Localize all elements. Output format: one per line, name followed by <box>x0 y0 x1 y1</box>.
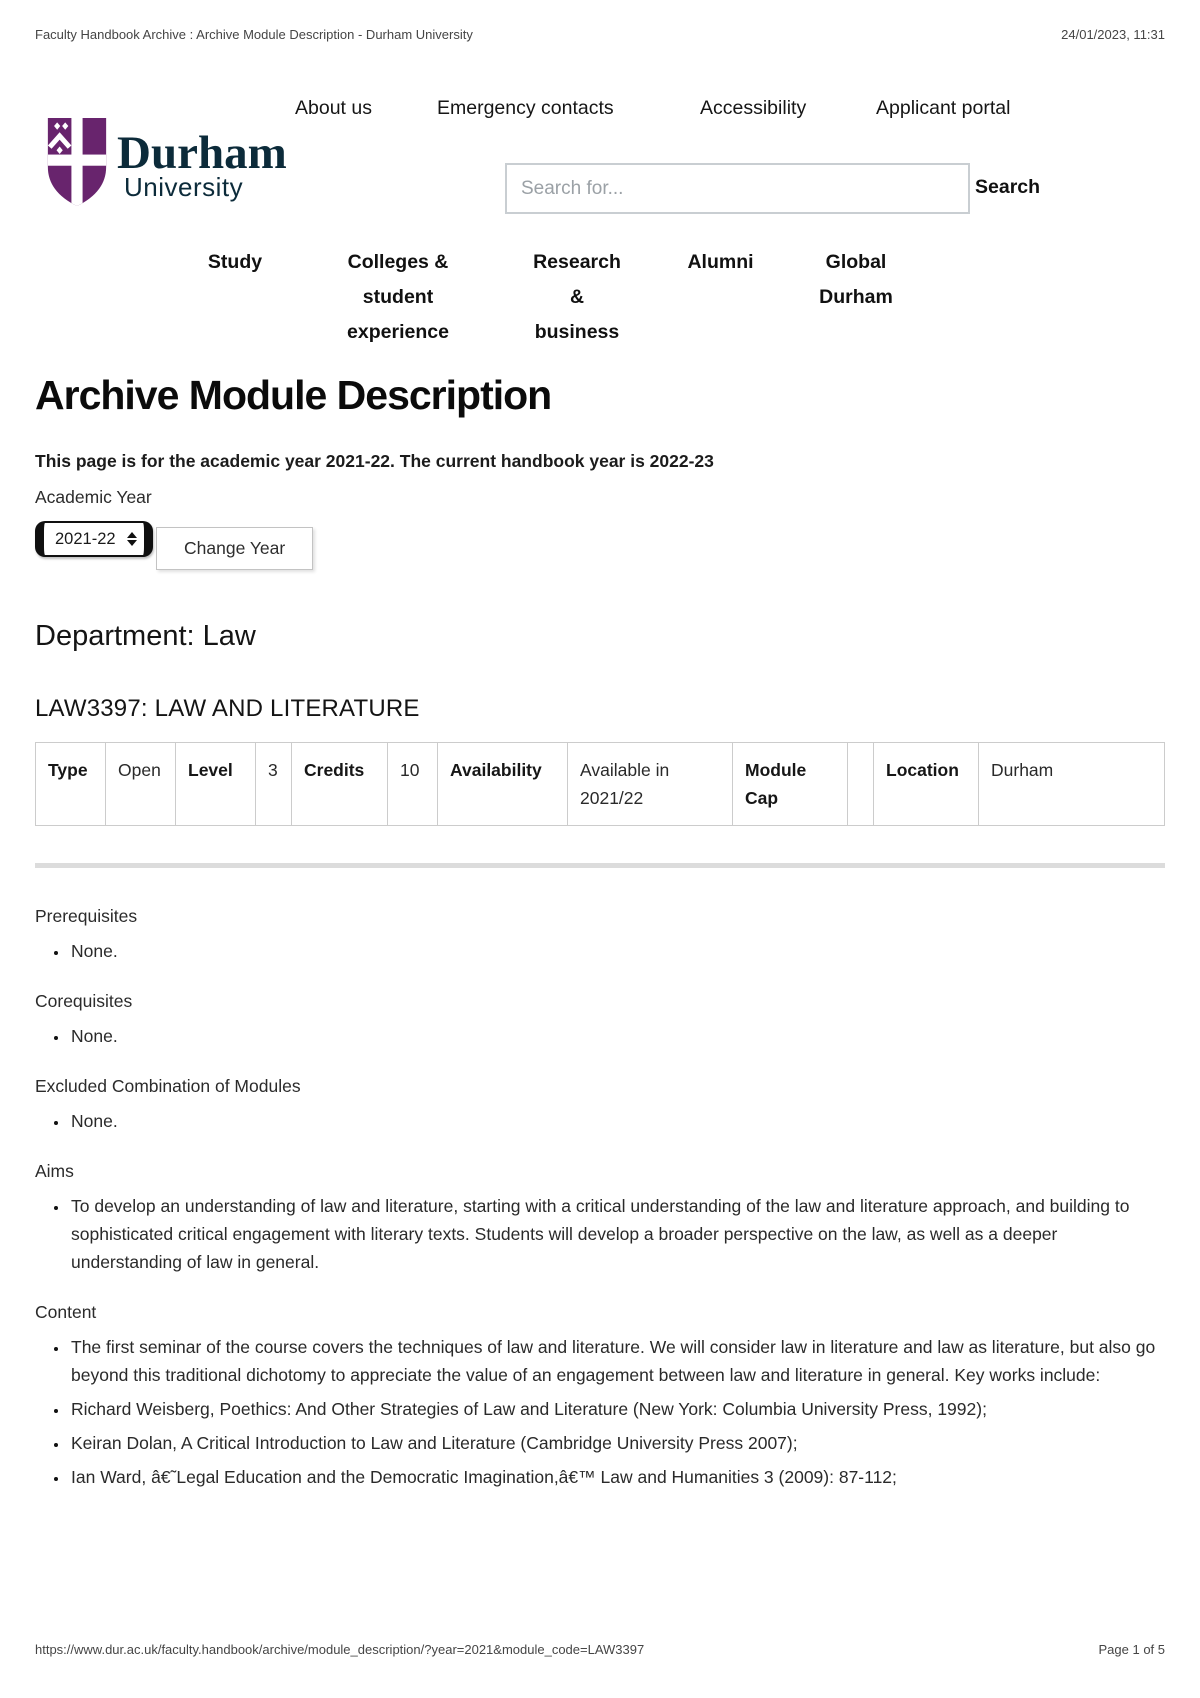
nav-link-applicant-portal[interactable]: Applicant portal <box>876 97 1011 119</box>
print-footer-url: https://www.dur.ac.uk/faculty.handbook/archive/module_description/?year=2021&module_code=LAW3397 <box>35 1642 645 1657</box>
cell-level-label: Level <box>176 743 256 826</box>
list-item: • Richard Weisberg, Poethics: And Other Strategies of Law and Literature (New York: Columbia University Press, 1992); <box>69 1395 1165 1423</box>
cell-availability-value: Available in 2021/22 <box>568 743 733 826</box>
module-heading: LAW3397: LAW AND LITERATURE <box>35 695 420 722</box>
section-heading: Content <box>35 1302 97 1322</box>
nav-link-about-us[interactable]: About us <box>295 97 372 119</box>
academic-year-controls <box>35 521 1165 570</box>
academic-year-select-value: 2021-22 <box>55 529 116 548</box>
section-prerequisites <box>35 906 1165 965</box>
list-item: • Ian Ward, â€˜Legal Education and the Democratic Imagination,â€™ Law and Humanities 3 (2009): 87-112; <box>69 1463 1165 1491</box>
section-heading: Prerequisites <box>35 906 138 926</box>
section-heading: Excluded Combination of Modules <box>35 1076 301 1096</box>
list-item: • Keiran Dolan, A Critical Introduction to Law and Literature (Cambridge University Press 2007); <box>69 1429 1165 1457</box>
academic-year-label: Academic Year <box>35 487 152 507</box>
list-item: • The first seminar of the course covers the techniques of law and literature. We will consider law in literature and law as literature, but also go beyond this traditional dichotomy to appreciate the value of an engagement between law and literature in general. Key works include: <box>69 1333 1165 1389</box>
academic-year-notice: This page is for the academic year 2021-22. The current handbook year is 2022-23 <box>35 451 714 471</box>
nav-link-study[interactable]: Study <box>207 251 263 273</box>
section-heading: Aims <box>35 1161 74 1181</box>
academic-year-select[interactable] <box>35 521 153 557</box>
search-input[interactable] <box>505 163 970 214</box>
table-row <box>36 743 1165 826</box>
section-corequisites <box>35 991 1165 1050</box>
print-footer <box>35 1642 1165 1657</box>
cell-availability-label: Availability <box>438 743 568 826</box>
print-header-datetime: 24/01/2023, 11:31 <box>1061 27 1165 42</box>
cell-level-value: 3 <box>256 743 292 826</box>
section-heading: Corequisites <box>35 991 133 1011</box>
cell-credits-label: Credits <box>292 743 388 826</box>
print-footer-page-number: Page 1 of 5 <box>1098 1642 1165 1657</box>
site-header <box>0 0 1200 355</box>
durham-logo[interactable] <box>46 116 287 208</box>
select-spinner-icon <box>127 532 137 546</box>
list-item: • None. <box>69 1022 1165 1050</box>
print-header-title: Faculty Handbook Archive : Archive Module Description - Durham University <box>35 27 473 42</box>
list-item: • None. <box>69 937 1165 965</box>
cell-type-value: Open <box>106 743 176 826</box>
change-year-button[interactable]: Change Year <box>156 527 313 570</box>
nav-link-alumni[interactable]: Alumni <box>687 251 754 273</box>
cell-credits-value: 10 <box>388 743 438 826</box>
main-content <box>0 371 1200 1491</box>
cell-module-cap-label: Module Cap <box>733 743 848 826</box>
section-excluded-combinations <box>35 1076 1165 1135</box>
nav-link-colleges-student-experience[interactable]: Colleges & student experience <box>347 251 449 343</box>
search-button[interactable]: Search <box>975 176 1041 198</box>
logo-durham-text: Durham <box>117 127 287 179</box>
module-summary-table <box>35 742 1165 826</box>
section-content <box>35 1302 1165 1491</box>
cell-type-label: Type <box>36 743 106 826</box>
cell-module-cap-value <box>848 743 874 826</box>
nav-link-research-business[interactable]: Research & business <box>533 251 621 343</box>
page-title: Archive Module Description <box>35 372 552 418</box>
cell-location-label: Location <box>874 743 979 826</box>
section-aims <box>35 1161 1165 1276</box>
nav-link-accessibility[interactable]: Accessibility <box>700 97 807 119</box>
list-item: • To develop an understanding of law and literature, starting with a critical understanding of the law and literature approach, and building to sophisticated critical engagement with literary texts. Students will develop a broader perspective on the law, as well as a deeper understanding of law in general. <box>69 1192 1165 1276</box>
durham-shield-icon <box>46 116 108 208</box>
department-heading: Department: Law <box>35 620 256 652</box>
list-item: • None. <box>69 1107 1165 1135</box>
nav-link-global-durham[interactable]: Global Durham <box>819 251 893 308</box>
cell-location-value: Durham <box>979 743 1165 826</box>
logo-wordmark <box>117 116 287 208</box>
logo-university-text: University <box>124 172 244 202</box>
section-divider <box>35 863 1165 868</box>
nav-link-emergency-contacts[interactable]: Emergency contacts <box>437 97 614 119</box>
